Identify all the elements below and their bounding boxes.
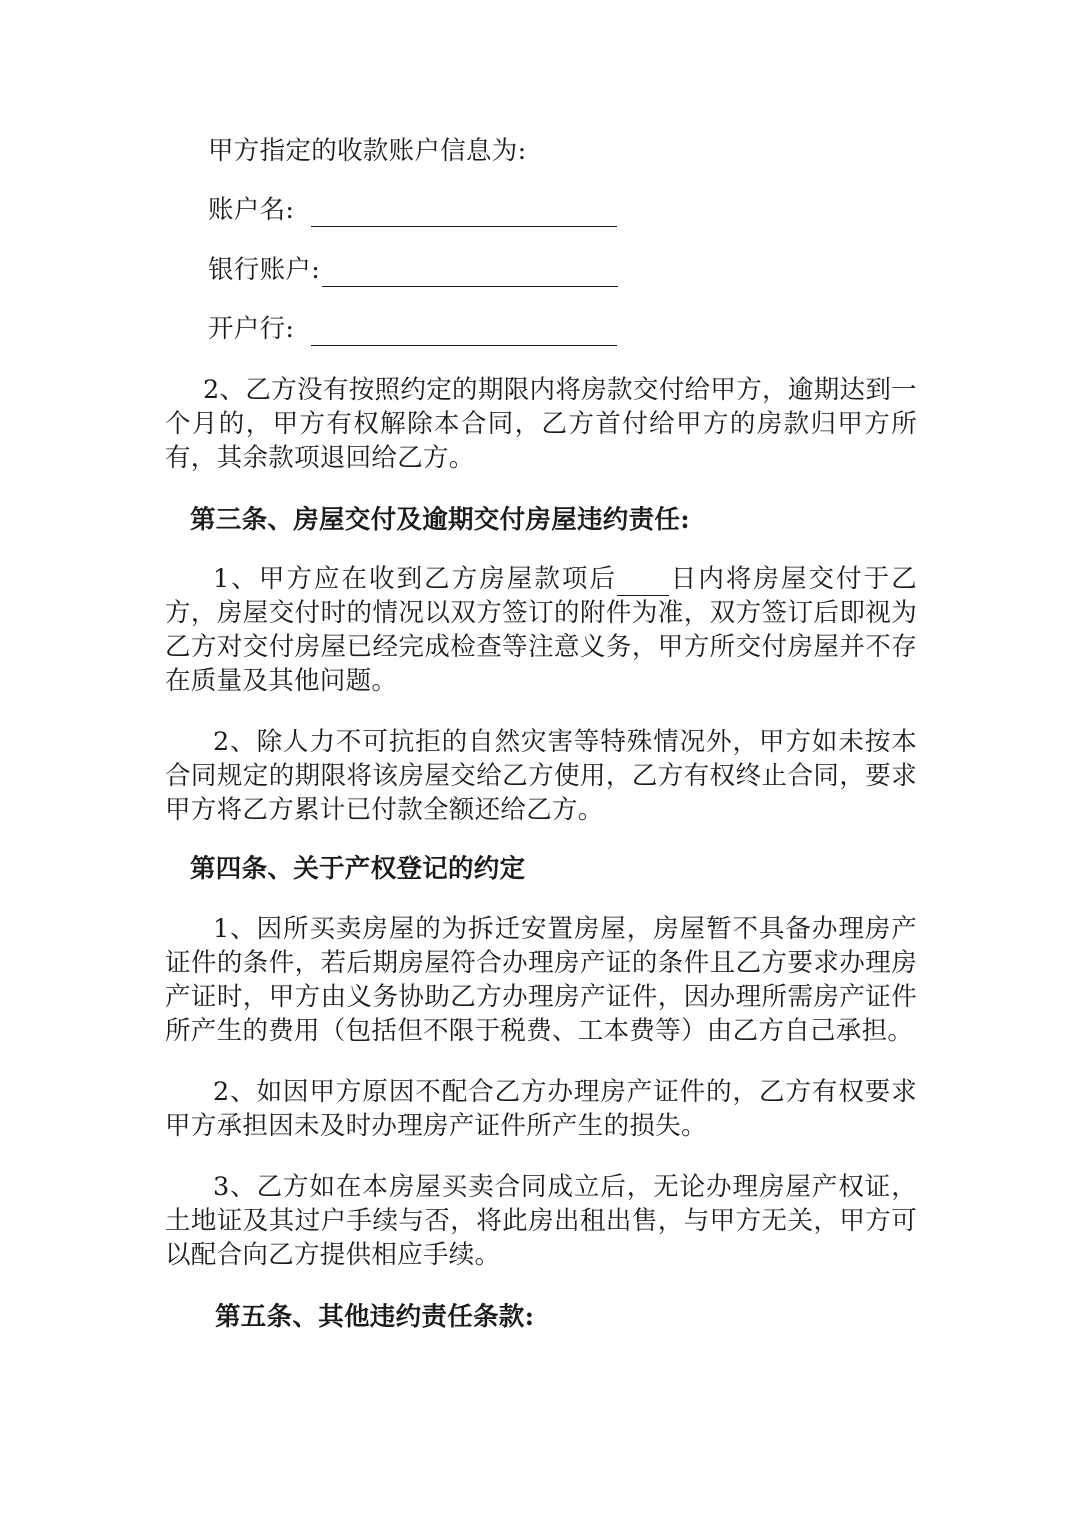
article-4-heading: 第四条、关于产权登记的约定 [190, 854, 526, 884]
article-5-heading: 第五条、其他违约责任条款: [215, 1302, 535, 1332]
bank-account-label: 银行账户: [208, 255, 321, 285]
bank-account-input-line[interactable] [322, 260, 618, 287]
article-4-paragraph-1: 1、因所买卖房屋的为拆迁安置房屋，房屋暂不具备办理房产证件的条件，若后期房屋符合办理房产证的条件且乙方要求办理房产证时，甲方由义务协助乙方办理房产证件，因办理所需房产证件所产生的费用（包括但不限于税费、工本费等）由乙方自己承担。 [165, 914, 917, 1046]
article-4-paragraph-2: 2、如因甲方原因不配合乙方办理房产证件的，乙方有权要求甲方承担因未及时办理房产证件所产生的损失。 [165, 1077, 917, 1141]
article-3-heading: 第三条、房屋交付及逾期交付房屋违约责任: [190, 505, 690, 535]
opening-bank-field [208, 312, 617, 346]
account-name-input-line[interactable] [311, 200, 617, 227]
opening-bank-label: 开户行: [208, 314, 303, 344]
opening-bank-input-line[interactable] [311, 319, 617, 346]
bank-account-field [208, 253, 618, 287]
article-3-p1-after: 日内将房屋交付于乙方，房屋交付时的情况以双方签订的附件为准，双方签订后即视为乙方对交付房屋已经完成检查等注意义务，甲方所交付房屋并不存在质量及其他问题。 [165, 564, 917, 696]
account-name-label: 账户名: [208, 195, 303, 225]
delivery-days-blank[interactable] [617, 569, 669, 596]
clause-2-paragraph: 2、乙方没有按照约定的期限内将房款交付给甲方，逾期达到一个月的，甲方有权解除本合同，乙方首付给甲方的房款归甲方所有，其余款项退回给乙方。 [165, 375, 917, 473]
article-4-paragraph-3: 3、乙方如在本房屋买卖合同成立后，无论办理房屋产权证，土地证及其过户手续与否，将此房出租出售，与甲方无关，甲方可以配合向乙方提供相应手续。 [165, 1172, 917, 1270]
account-intro: 甲方指定的收款账户信息为: [208, 136, 527, 166]
account-name-field [208, 193, 617, 227]
article-3-p1-before: 1、甲方应在收到乙方房屋款项后 [213, 564, 618, 594]
article-3-paragraph-2: 2、除人力不可抗拒的自然灾害等特殊情况外，甲方如未按本合同规定的期限将该房屋交给乙方使用，乙方有权终止合同，要求甲方将乙方累计已付款全额还给乙方。 [165, 727, 917, 825]
article-3-paragraph-1 [165, 562, 917, 698]
